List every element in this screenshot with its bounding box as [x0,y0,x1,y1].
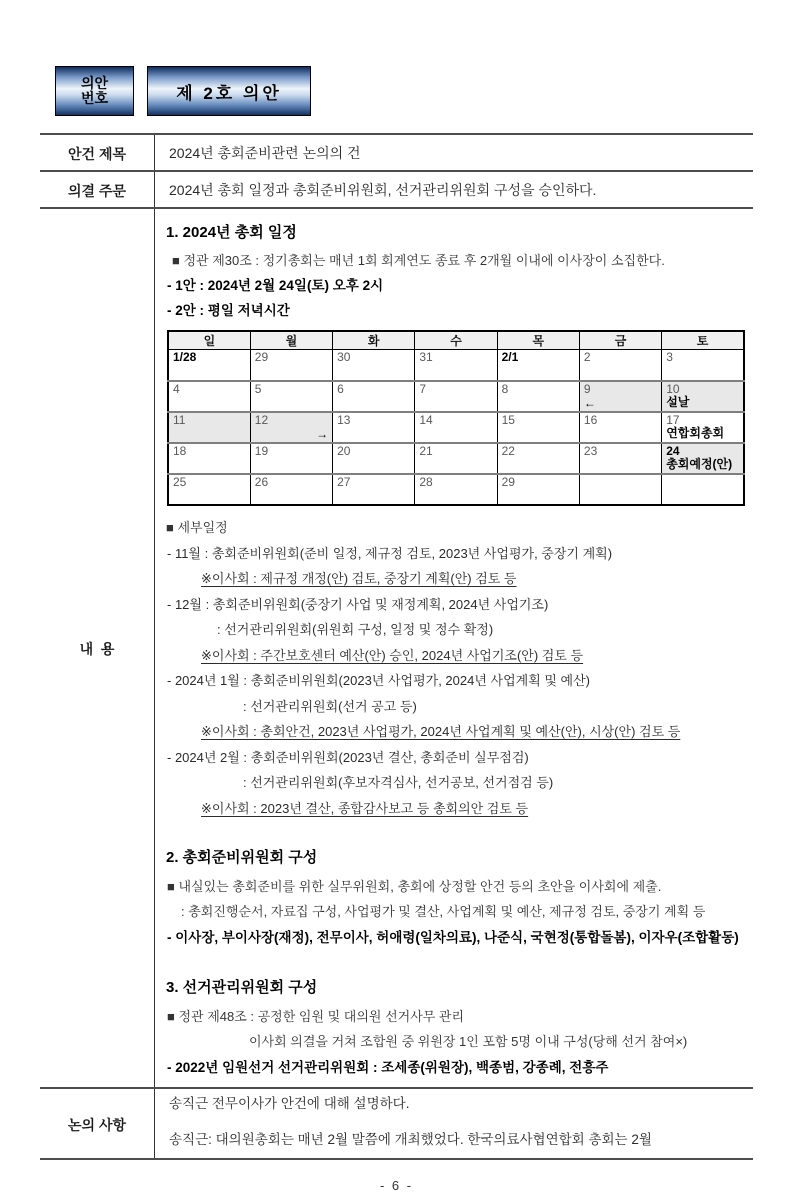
calendar-date: 22 [501,443,515,458]
calendar-cell [497,443,579,474]
calendar-cell [662,412,744,443]
calendar-week-row [168,412,744,443]
section3-line2: 이사회 의결을 거쳐 조합원 중 위원장 1인 포함 5명 이내 구성(당해 선거 참여×) [249,1034,688,1049]
section2-heading: 2. 총회준비위원회 구성 [166,849,318,866]
calendar-date: 19 [254,443,269,458]
banner-divider [134,66,147,116]
row-agenda-title [40,135,753,172]
calendar-day-header: 월 [250,331,332,350]
discussion-label: 논의 사항 [40,1089,155,1158]
calendar-date: 14 [419,412,433,427]
agenda-number-banner [55,66,311,116]
detail-schedule-list [165,541,745,822]
calendar-cell [662,381,744,412]
calendar-date: 28 [419,474,433,489]
calendar-cell [250,412,332,443]
calendar-cell [415,381,497,412]
calendar-cell [168,474,250,505]
calendar-date: 25 [173,474,187,489]
content-label: 내 용 [40,209,155,1087]
calendar-date: 7 [419,381,427,396]
calendar-cell [168,381,250,412]
schedule-line: : 선거관리위원회(선거 공고 등) [243,698,417,714]
calendar-day-header: 화 [333,331,415,350]
calendar-date: 6 [337,381,344,396]
calendar-day-header: 토 [662,331,744,350]
february-2024-calendar [167,330,745,506]
schedule-line-board: ※이사회 : 제규정 개정(안) 검토, 중장기 계획(안) 검토 등 [201,571,517,586]
calendar-cell [662,443,744,474]
section2-members: - 이사장, 부이사장(재정), 전무이사, 허애령(일차의료), 나준식, 국현정(통합돌봄), 이자우(조합활동) [167,930,739,945]
calendar-date: 13 [337,412,351,427]
calendar-date: 2/1 [501,350,519,364]
schedule-line: - 12월 : 총회준비위원회(중장기 사업 및 재정계획, 2024년 사업기조) [167,596,549,612]
calendar-date: 9 [583,381,591,396]
schedule-line: : 선거관리위원회(위원회 구성, 일정 및 정수 확정) [217,622,494,637]
calendar-week-row [168,474,744,505]
agenda-table [40,133,753,1160]
calendar-cell [333,350,415,381]
agenda-title-value: 2024년 총회준비관련 논의의 건 [169,144,361,161]
section2-line1: ■ 내실있는 총회준비를 위한 실무위원회, 총회에 상정할 안건 등의 초안을 이사회에 제출. [167,879,662,894]
calendar-date: 3 [666,350,673,364]
calendar-cell [333,412,415,443]
section3-line1: ■ 정관 제48조 : 공정한 임원 및 대의원 선거사무 관리 [167,1009,465,1024]
calendar-cell [250,350,332,381]
calendar-date: 15 [501,412,515,427]
schedule-line-board: ※이사회 : 주간보호센터 예산(안) 승인, 2024년 사업기조(안) 검토 등 [201,647,584,663]
schedule-line: - 2024년 2월 : 총회준비위원회(2023년 결산, 총회준비 실무점검) [167,749,529,765]
calendar-date: 31 [419,350,433,364]
agenda-number-label-text [81,76,108,106]
calendar-week-row [168,381,744,412]
calendar-cell [415,350,497,381]
calendar-cell [497,381,579,412]
row-content [40,209,753,1089]
calendar-day-header: 일 [168,331,250,350]
calendar-day-header-row [168,331,744,350]
calendar-date: 18 [173,443,187,458]
calendar-cell [497,350,579,381]
agenda-number-label [55,66,134,116]
schedule-line: - 2024년 1월 : 총회준비위원회(2023년 사업평가, 2024년 사업계획 및 예산) [167,673,590,688]
section3-heading: 3. 선거관리위원회 구성 [166,979,318,996]
calendar-cell [250,474,332,505]
section1-heading: 1. 2024년 총회 일정 [166,224,297,241]
calendar-cell [168,350,250,381]
calendar-date: 26 [254,474,269,489]
row-discussion [40,1089,753,1160]
schedule-line: : 선거관리위원회(후보자격심사, 선거공보, 선거점검 등) [243,775,554,790]
calendar-date: 4 [173,381,180,396]
agenda-label-line2: 번호 [80,90,109,106]
calendar-cell [333,381,415,412]
calendar-date: 12 [254,412,269,427]
discussion-line1: 송직근 전무이사가 안건에 대해 설명하다. [169,1096,410,1111]
calendar-cell [579,350,661,381]
calendar-date: 27 [337,474,351,489]
calendar-cell [415,412,497,443]
calendar-body [168,350,744,505]
calendar-cell [333,474,415,505]
calendar-date: 2 [583,350,591,364]
calendar-event-label: 총회예정(안) [666,456,733,471]
calendar-day-header: 목 [497,331,579,350]
calendar-date: 11 [173,412,186,427]
schedule-line-board: ※이사회 : 2023년 결산, 종합감사보고 등 총회의안 검토 등 [201,800,529,816]
calendar-cell [662,350,744,381]
schedule-option-2: - 2안 : 평일 저녁시간 [167,303,290,318]
calendar-date: 30 [337,350,351,364]
calendar-date: 23 [583,443,598,458]
calendar-cell [579,474,661,505]
calendar-cell [168,412,250,443]
schedule-line: - 11월 : 총회준비위원회(준비 일정, 제규정 검토, 2023년 사업평가, 중장기 계획) [167,545,613,561]
discussion-cell [155,1089,753,1158]
section1-rule: ■ 정관 제30조 : 정기총회는 매년 1회 회계연도 종료 후 2개월 이내에 이사장이 소집한다. [172,253,665,268]
calendar-event-label: 설날 [666,394,690,409]
content-cell [155,209,755,1087]
calendar-event-label: 연합회총회 [666,425,725,440]
calendar-cell [579,381,661,412]
calendar-date: 29 [501,474,515,489]
calendar-cell [250,443,332,474]
agenda-label-line1: 의안 [80,75,109,91]
calendar-cell [579,443,661,474]
calendar-week-row [168,350,744,381]
detail-schedule-heading: ■ 세부일정 [166,519,228,535]
calendar-cell [415,443,497,474]
schedule-line-board: ※이사회 : 총회안건, 2023년 사업평가, 2024년 사업계획 및 예산(안), 시상(안) 검토 등 [201,724,681,739]
calendar-date: 8 [501,381,509,396]
agenda-title-label: 안건 제목 [40,135,155,170]
holiday-span-right-arrow-icon: → [316,426,329,441]
calendar-week-row [168,443,744,474]
calendar-date: 5 [254,381,262,396]
holiday-span-left-arrow-icon: ← [583,395,596,410]
calendar-cell [168,443,250,474]
calendar-date: 10 [666,381,680,396]
calendar-date: 29 [254,350,269,364]
calendar-date: 1/28 [173,350,197,364]
calendar-date: 17 [666,412,680,427]
calendar-date: 16 [583,412,598,427]
calendar-cell [497,412,579,443]
calendar-date: 20 [337,443,351,458]
calendar-date: 24 [666,443,680,458]
section2-line2: : 총회진행순서, 자료집 구성, 사업평가 및 결산, 사업계획 및 예산, 제규정 검토, 중장기 계획 등 [181,904,706,919]
page-number: - 6 - [379,1178,414,1193]
calendar-cell [415,474,497,505]
resolution-value: 2024년 총회 일정과 총회준비위원회, 선거관리위원회 구성을 승인하다. [169,181,597,198]
calendar-cell [333,443,415,474]
calendar-day-header: 금 [579,331,661,350]
calendar-day-header: 수 [415,331,497,350]
agenda-number-value: 제 2호 의안 [147,66,311,116]
calendar-cell [662,474,744,505]
schedule-option-1: - 1안 : 2024년 2월 24일(토) 오후 2시 [167,278,384,293]
calendar-date: 21 [419,443,433,458]
calendar-cell [579,412,661,443]
section3-members: - 2022년 임원선거 선거관리위원회 : 조세종(위원장), 백종범, 강종례, 전흥주 [167,1060,609,1075]
calendar-cell [250,381,332,412]
row-resolution [40,172,753,209]
calendar-cell [497,474,579,505]
discussion-line2: 송직근: 대의원총회는 매년 2월 말쯤에 개최했었다. 한국의료사협연합회 총회는 2월 [169,1132,652,1147]
resolution-label: 의결 주문 [40,172,155,207]
